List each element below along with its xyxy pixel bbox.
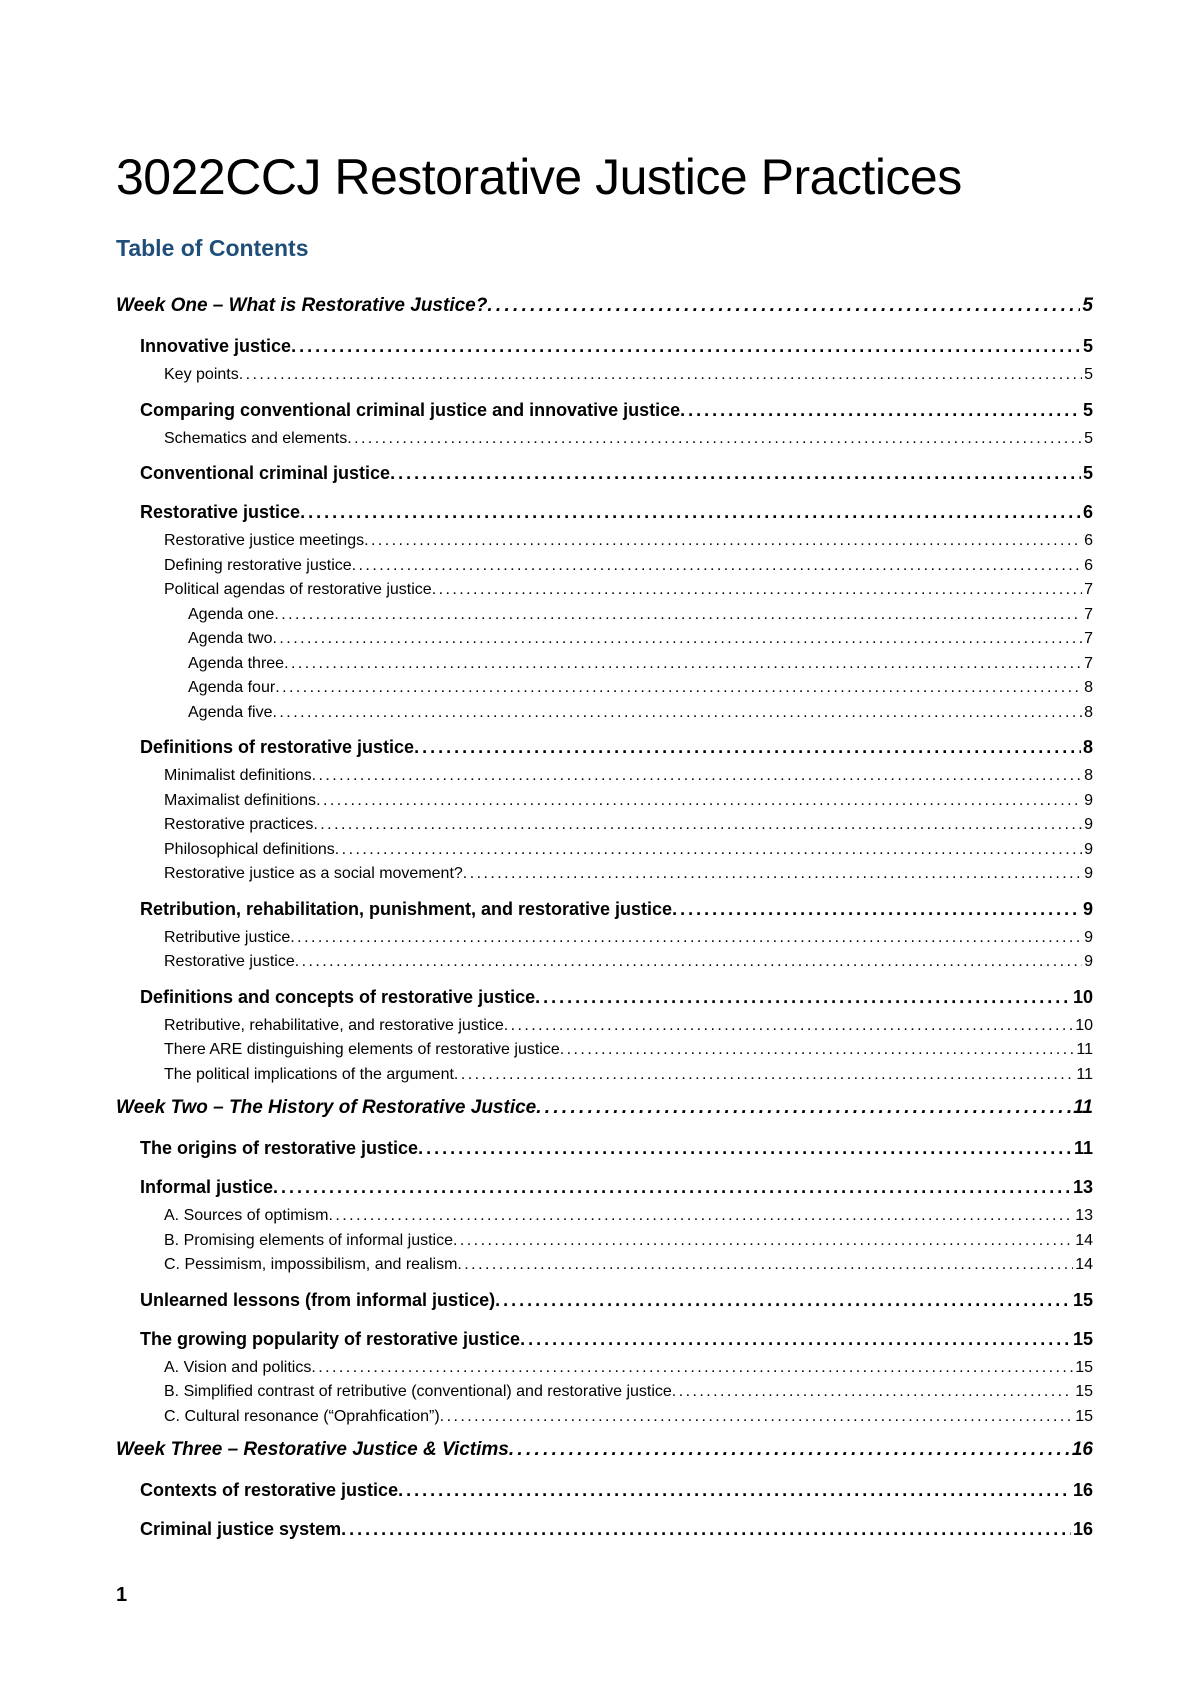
- toc-entry[interactable]: [116, 1229, 1093, 1254]
- toc-entry[interactable]: [116, 603, 1093, 628]
- toc-dot-leader: [335, 838, 1082, 863]
- toc-entry-page: 5: [1082, 336, 1093, 356]
- toc-entry-page: 11: [1073, 1097, 1093, 1118]
- toc-entry-text: Restorative justice meetings: [164, 532, 365, 549]
- toc-entry-text: Definitions and concepts of restorative justice: [140, 986, 536, 1007]
- toc-dot-leader: [504, 1014, 1073, 1039]
- toc-dot-leader: [313, 813, 1082, 838]
- toc-entry-text: Key points: [164, 366, 239, 383]
- toc-dot-leader: [390, 457, 1081, 490]
- toc-entry[interactable]: [116, 1014, 1093, 1039]
- toc-entry-text: Agenda five: [188, 703, 273, 721]
- toc-entry-text: Restorative justice: [140, 502, 301, 522]
- toc-dot-leader: [520, 1323, 1071, 1356]
- toc-entry-text: Philosophical definitions: [164, 840, 335, 858]
- toc-entry-text: Unlearned lessons (from informal justice): [140, 1289, 496, 1310]
- toc-entry-text: A. Vision and politics: [164, 1358, 312, 1376]
- toc-entry-text: Political agendas of restorative justice: [164, 581, 432, 598]
- toc-dot-leader: [536, 1089, 1071, 1126]
- toc-entry[interactable]: [116, 627, 1093, 652]
- toc-entry[interactable]: [116, 1513, 1093, 1546]
- toc-entry[interactable]: [116, 578, 1093, 603]
- toc-entry-page: 9: [1084, 816, 1093, 833]
- toc-entry-text: B. Simplified contrast of retributive (conventional) and restorative justice: [164, 1383, 672, 1400]
- toc-entry-page: 7: [1084, 605, 1093, 623]
- toc-entry-text: The political implications of the argument: [164, 1065, 454, 1083]
- toc-entry-page: 10: [1072, 986, 1093, 1007]
- toc-dot-leader: [453, 1229, 1073, 1254]
- toc-entry-text: Schematics and elements: [164, 429, 348, 447]
- toc-dot-leader: [432, 578, 1082, 603]
- toc-dot-leader: [440, 1405, 1074, 1430]
- toc-entry-page: 5: [1082, 463, 1093, 483]
- toc-entry-page: 5: [1084, 429, 1093, 447]
- toc-dot-leader: [414, 731, 1081, 764]
- toc-entry-page: 14: [1075, 1256, 1093, 1273]
- toc-entry-page: 15: [1075, 1383, 1093, 1400]
- toc-entry[interactable]: [116, 394, 1093, 427]
- toc-entry-text: Week Two – The History of Restorative Justice: [116, 1097, 537, 1118]
- toc-dot-leader: [300, 496, 1081, 529]
- toc-dot-leader: [273, 701, 1083, 726]
- toc-dot-leader: [672, 1380, 1073, 1405]
- toc-entry-text: Restorative justice: [164, 953, 295, 970]
- toc-entry-page: 9: [1084, 791, 1093, 809]
- toc-entry-page: 14: [1075, 1231, 1093, 1249]
- toc-entry[interactable]: [116, 813, 1093, 838]
- toc-entry-text: The origins of restorative justice: [140, 1138, 419, 1158]
- toc-entry-text: There ARE distinguishing elements of restorative justice: [164, 1041, 560, 1058]
- toc-entry-text: Agenda four: [188, 679, 276, 696]
- toc-entry[interactable]: [116, 1356, 1093, 1381]
- toc-entry-page: 13: [1072, 1177, 1093, 1197]
- toc-entry[interactable]: [116, 789, 1093, 814]
- toc-entry-page: 6: [1084, 532, 1093, 549]
- toc-entry-text: Agenda three: [188, 654, 285, 672]
- toc-entry-page: 7: [1084, 654, 1093, 672]
- toc-entry-page: 13: [1075, 1207, 1093, 1224]
- toc-entry-page: 9: [1084, 953, 1093, 970]
- toc-entry[interactable]: [116, 893, 1093, 926]
- toc-entry-text: Retributive, rehabilitative, and restorative justice: [164, 1016, 504, 1034]
- toc-entry[interactable]: [116, 926, 1093, 951]
- toc-entry-page: 10: [1075, 1016, 1093, 1034]
- toc-entry[interactable]: [116, 981, 1093, 1014]
- toc-entry[interactable]: [116, 1431, 1093, 1468]
- toc-entry-page: 6: [1082, 502, 1093, 522]
- toc-entry-text: Agenda two: [188, 630, 273, 647]
- toc-dot-leader: [295, 950, 1082, 975]
- toc-entry[interactable]: [116, 676, 1093, 701]
- toc-entry[interactable]: [116, 1171, 1093, 1204]
- toc-entry-page: 8: [1084, 767, 1093, 784]
- toc-entry-page: 8: [1084, 703, 1093, 721]
- toc-dot-leader: [509, 1431, 1070, 1468]
- toc-dot-leader: [274, 603, 1082, 628]
- toc-entry-page: 15: [1075, 1407, 1093, 1425]
- toc-entry[interactable]: [116, 1323, 1093, 1356]
- toc-entry-text: The growing popularity of restorative justice: [140, 1328, 521, 1349]
- toc-entry[interactable]: [116, 1380, 1093, 1405]
- toc-entry[interactable]: [116, 1474, 1093, 1507]
- toc-entry-page: 5: [1082, 399, 1093, 420]
- toc-entry-text: C. Pessimism, impossibilism, and realism: [164, 1256, 458, 1273]
- toc-entry[interactable]: [116, 1063, 1093, 1088]
- toc-entry-text: Retributive justice: [164, 928, 291, 946]
- toc-entry-text: Week Three – Restorative Justice & Victims: [116, 1439, 509, 1460]
- toc-dot-leader: [239, 363, 1082, 388]
- toc-dot-leader: [680, 394, 1081, 427]
- toc-entry-page: 11: [1076, 1065, 1093, 1083]
- toc-entry[interactable]: [116, 554, 1093, 579]
- toc-entry[interactable]: [116, 363, 1093, 388]
- toc-entry[interactable]: [116, 1405, 1093, 1430]
- toc-entry-page: 6: [1084, 556, 1093, 574]
- toc-dot-leader: [347, 427, 1082, 452]
- toc-entry-text: B. Promising elements of informal justice: [164, 1231, 453, 1249]
- toc-entry-page: 15: [1075, 1358, 1093, 1376]
- toc-entry[interactable]: [116, 950, 1093, 975]
- toc-entry-text: Week One – What is Restorative Justice?: [116, 295, 488, 316]
- toc-entry-text: Comparing conventional criminal justice and innovative justice: [140, 399, 681, 420]
- toc-entry-page: 16: [1072, 1519, 1093, 1539]
- toc-entry[interactable]: [116, 764, 1093, 789]
- toc-entry[interactable]: [116, 1132, 1093, 1165]
- toc-entry-page: 9: [1084, 928, 1093, 946]
- toc-dot-leader: [535, 981, 1071, 1014]
- toc-entry[interactable]: [116, 1204, 1093, 1229]
- toc-entry-text: Agenda one: [188, 605, 275, 623]
- toc-dot-leader: [316, 789, 1082, 814]
- toc-entry-text: Minimalist definitions: [164, 767, 312, 784]
- toc-dot-leader: [672, 893, 1081, 926]
- toc-entry[interactable]: [116, 457, 1093, 490]
- toc-entry[interactable]: [116, 287, 1093, 324]
- toc-dot-leader: [329, 1204, 1074, 1229]
- toc-dot-leader: [398, 1474, 1071, 1507]
- toc-entry[interactable]: [116, 496, 1093, 529]
- toc-dot-leader: [457, 1253, 1073, 1278]
- toc-entry-text: C. Cultural resonance (“Oprahfication”): [164, 1407, 440, 1425]
- toc-dot-leader: [312, 764, 1082, 789]
- toc-entry-text: Retribution, rehabilitation, punishment, and restorative justice: [140, 898, 673, 919]
- toc-entry-page: 5: [1084, 366, 1093, 383]
- toc-entry-page: 11: [1073, 1138, 1093, 1158]
- toc-entry-page: 5: [1082, 295, 1093, 316]
- document-title: 3022CCJ Restorative Justice Practices: [116, 148, 962, 205]
- toc-entry-page: 8: [1082, 737, 1093, 757]
- toc-entry-page: 15: [1072, 1289, 1093, 1310]
- toc-dot-leader: [454, 1063, 1074, 1088]
- toc-dot-leader: [418, 1132, 1072, 1165]
- toc-entry[interactable]: [116, 330, 1093, 363]
- toc-entry-page: 11: [1076, 1041, 1093, 1058]
- toc-dot-leader: [487, 287, 1080, 324]
- toc-entry[interactable]: [116, 1038, 1093, 1063]
- toc-entry-page: 16: [1072, 1480, 1093, 1500]
- toc-entry-text: Defining restorative justice: [164, 556, 352, 574]
- toc-dot-leader: [311, 1356, 1073, 1381]
- toc-entry-text: Restorative practices: [164, 816, 314, 833]
- toc-dot-leader: [463, 862, 1082, 887]
- toc-entry-page: 15: [1072, 1328, 1093, 1349]
- toc-entry[interactable]: [116, 838, 1093, 863]
- toc-entry-page: 8: [1084, 679, 1093, 696]
- toc-entry-text: Maximalist definitions: [164, 791, 317, 809]
- toc-entry-text: Restorative justice as a social movement?: [164, 865, 463, 882]
- toc-entry-page: 16: [1071, 1439, 1093, 1460]
- toc-entry[interactable]: [116, 731, 1093, 764]
- toc-entry[interactable]: [116, 1089, 1093, 1126]
- toc-dot-leader: [291, 330, 1081, 363]
- toc-entry[interactable]: [116, 701, 1093, 726]
- toc-entry[interactable]: [116, 652, 1093, 677]
- toc-entry-text: Innovative justice: [140, 336, 292, 356]
- toc-entry-text: Informal justice: [140, 1177, 274, 1197]
- toc-dot-leader: [560, 1038, 1075, 1063]
- toc-dot-leader: [364, 529, 1082, 554]
- toc-entry-text: Conventional criminal justice: [140, 463, 391, 483]
- toc-dot-leader: [495, 1284, 1071, 1317]
- toc-dot-leader: [290, 926, 1082, 951]
- toc-dot-leader: [273, 1171, 1071, 1204]
- toc-entry[interactable]: [116, 427, 1093, 452]
- toc-entry-text: Criminal justice system: [140, 1519, 342, 1539]
- toc-entry[interactable]: [116, 1284, 1093, 1317]
- toc-dot-leader: [284, 652, 1082, 677]
- toc-dot-leader: [275, 676, 1082, 701]
- toc-entry-page: 9: [1084, 840, 1093, 858]
- toc-entry-text: A. Sources of optimism: [164, 1207, 329, 1224]
- toc-dot-leader: [352, 554, 1082, 579]
- toc-entry[interactable]: [116, 1253, 1093, 1278]
- toc-heading: Table of Contents: [116, 235, 309, 261]
- page-number: 1: [116, 1584, 128, 1606]
- toc-entry[interactable]: [116, 862, 1093, 887]
- toc-entry-page: 7: [1084, 581, 1093, 598]
- toc-entry-text: Contexts of restorative justice: [140, 1480, 399, 1500]
- toc-dot-leader: [341, 1513, 1071, 1546]
- toc-dot-leader: [273, 627, 1083, 652]
- toc-entry-text: Definitions of restorative justice: [140, 737, 415, 757]
- toc-entry-page: 9: [1082, 898, 1093, 919]
- toc-entry-page: 9: [1084, 865, 1093, 882]
- toc-entry[interactable]: [116, 529, 1093, 554]
- toc-entry-page: 7: [1084, 630, 1093, 647]
- table-of-contents: [116, 285, 1093, 1546]
